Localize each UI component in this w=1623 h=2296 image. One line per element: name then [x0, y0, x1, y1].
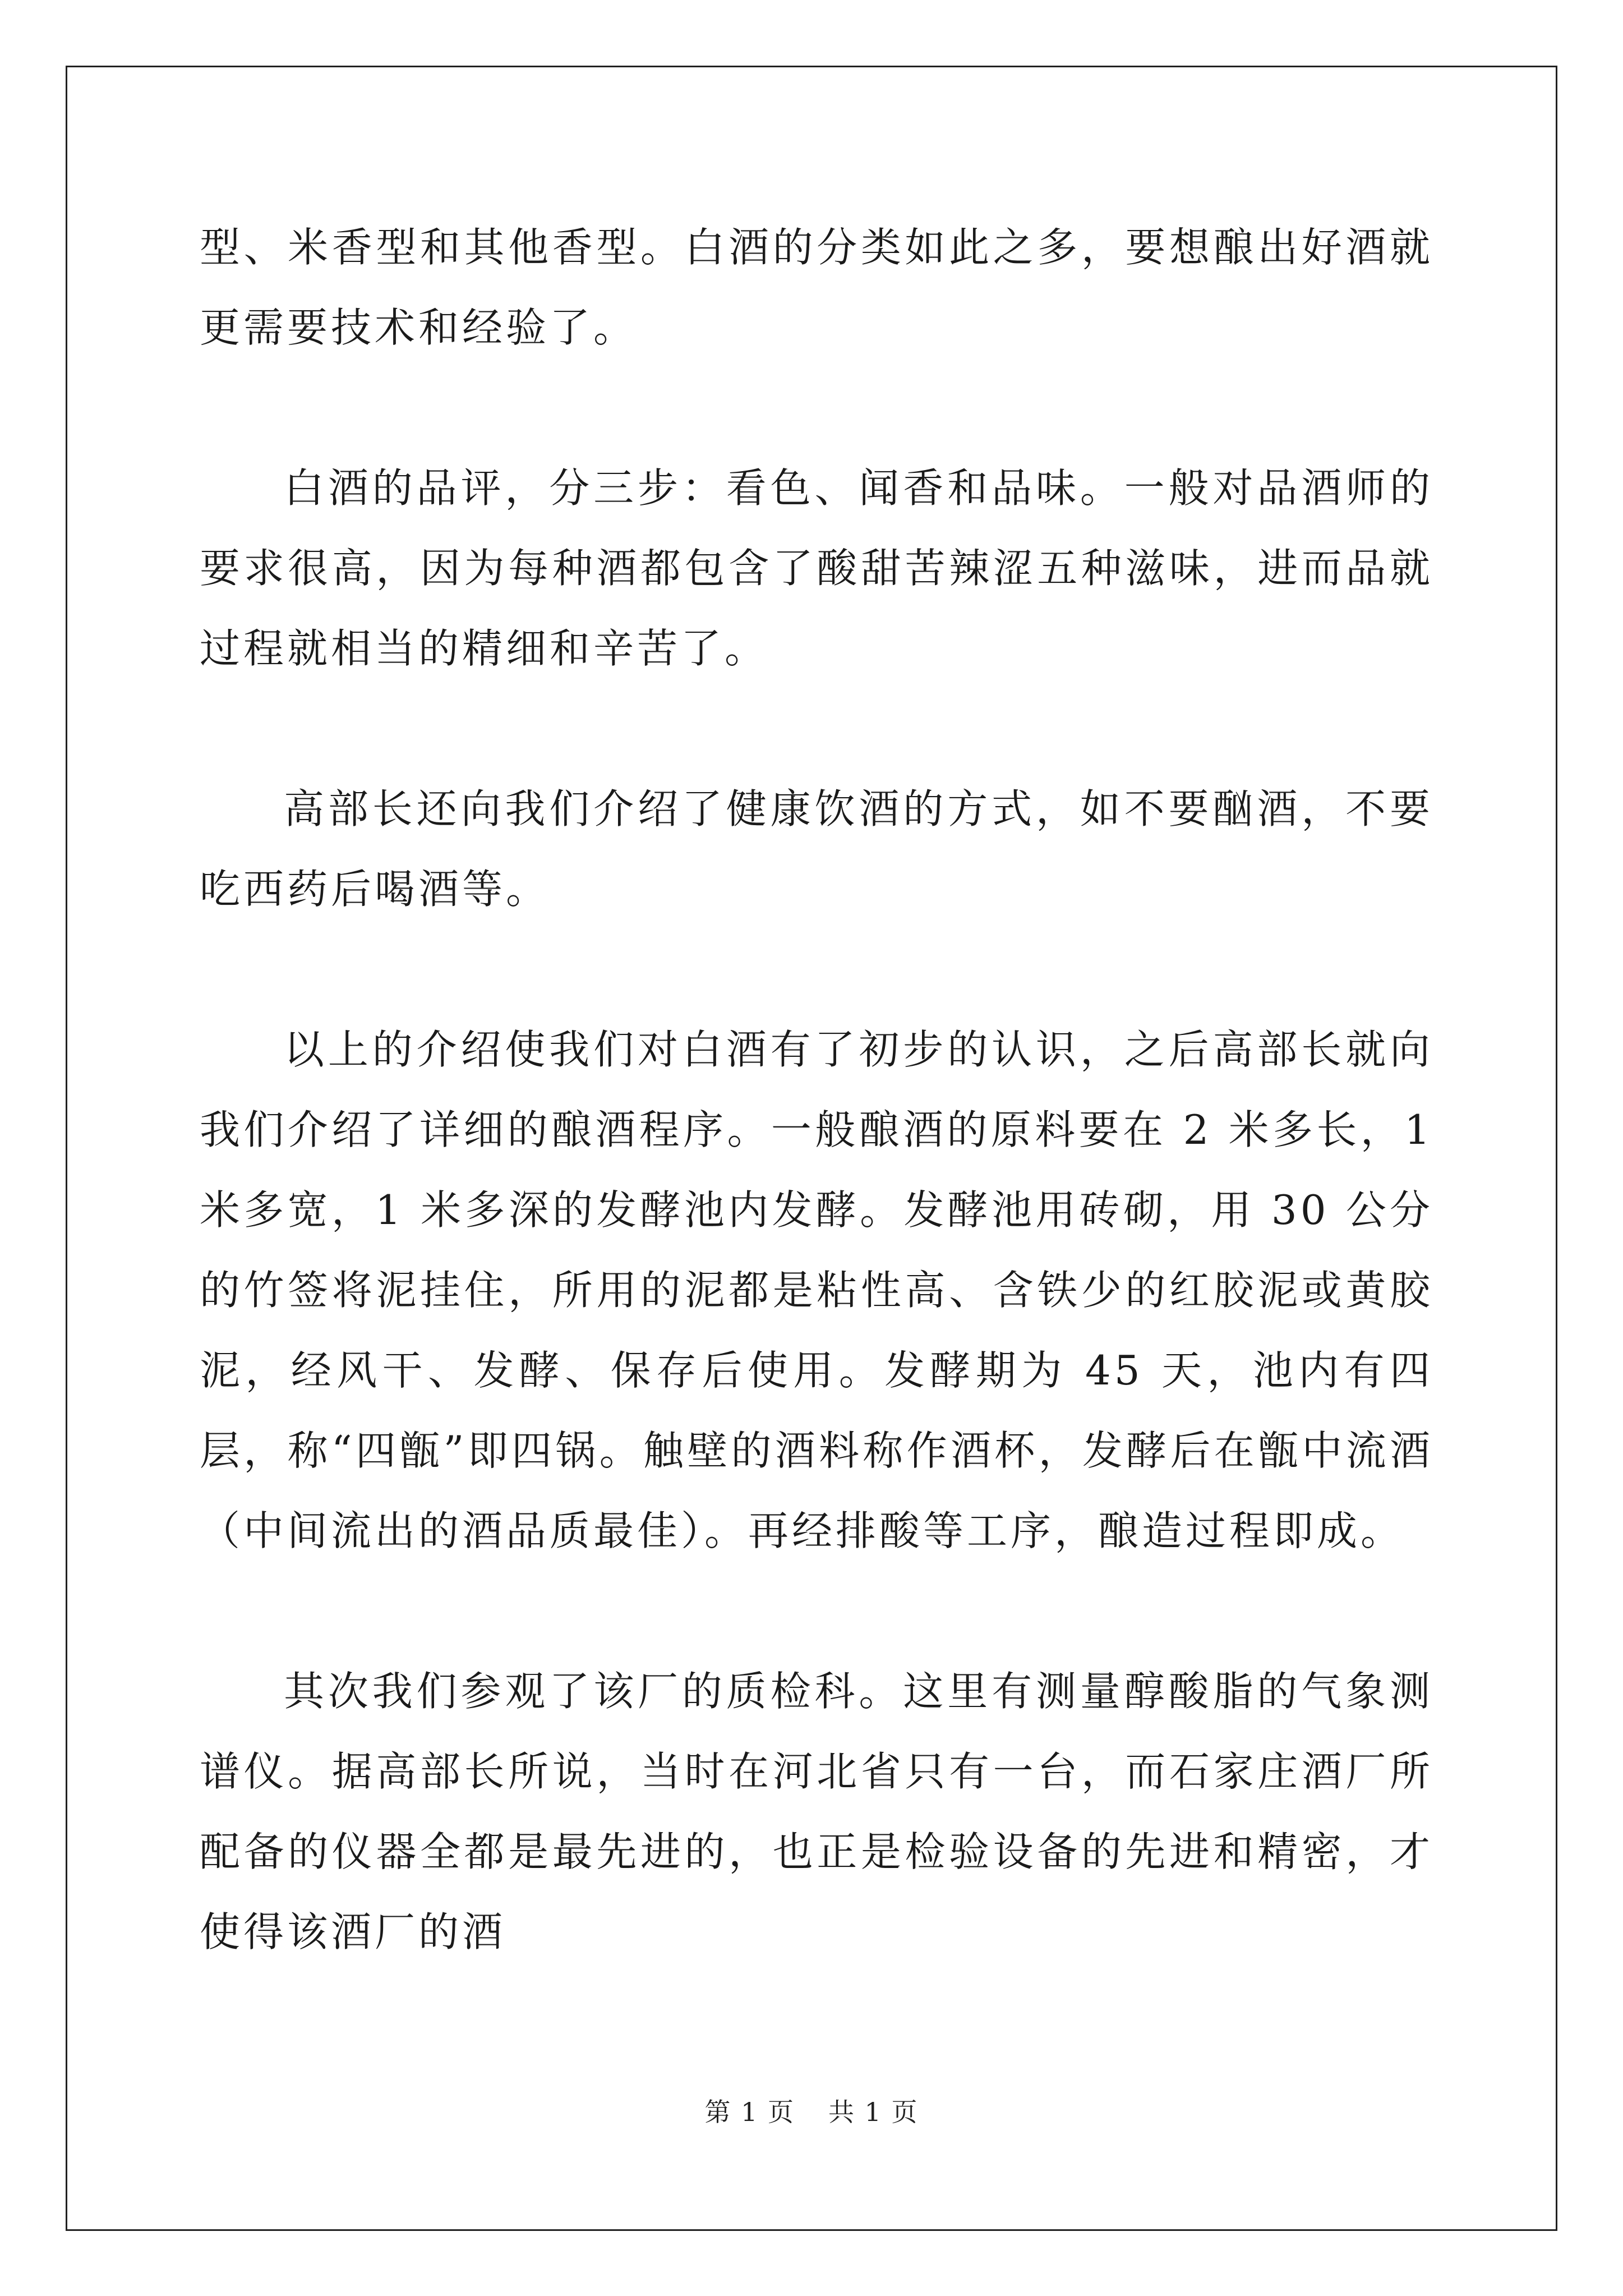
paragraph-5: 其次我们参观了该厂的质检科。这里有测量醇酸脂的气象测谱仪。据高部长所说，当时在河北省只有一台，而石家庄酒厂所配备的仪器全都是最先进的，也正是检验设备的先进和精密，才使得该酒厂的酒	[200, 1668, 1433, 1955]
page-footer	[0, 2095, 1623, 2129]
document-body	[200, 208, 1433, 2053]
paragraph-1: 型、米香型和其他香型。白酒的分类如此之多，要想酿出好酒就更需要技术和经验了。	[200, 224, 1433, 351]
paragraph-2: 白酒的品评，分三步：看色、闻香和品味。一般对品酒师的要求很高，因为每种酒都包含了酸甜苦辣涩五种滋味，进而品就过程就相当的精细和辛苦了。	[200, 464, 1433, 672]
paragraph-4: 以上的介绍使我们对白酒有了初步的认识，之后高部长就向我们介绍了详细的酿酒程序。一般酿酒的原料要在 2 米多长，1 米多宽，1 米多深的发酵池内发酵。发酵池用砖砌，用 30 公分的竹签将泥挂住，所用的泥都是粘性高、含铁少的红胶泥或黄胶泥，经风干、发酵、保存后使用。发酵期为 45 天，池内有四层，称“四甑”即四锅。触壁的酒料称作酒杯，发酵后在甑中流酒（中间流出的酒品质最佳）。再经排酸等工序，酿造过程即成。	[200, 1026, 1433, 1554]
page-total: 共 1 页	[828, 2097, 919, 2127]
paragraph-3: 高部长还向我们介绍了健康饮酒的方式，如不要酗酒，不要吃西药后喝酒等。	[200, 785, 1433, 913]
page-number: 第 1 页	[704, 2097, 795, 2127]
